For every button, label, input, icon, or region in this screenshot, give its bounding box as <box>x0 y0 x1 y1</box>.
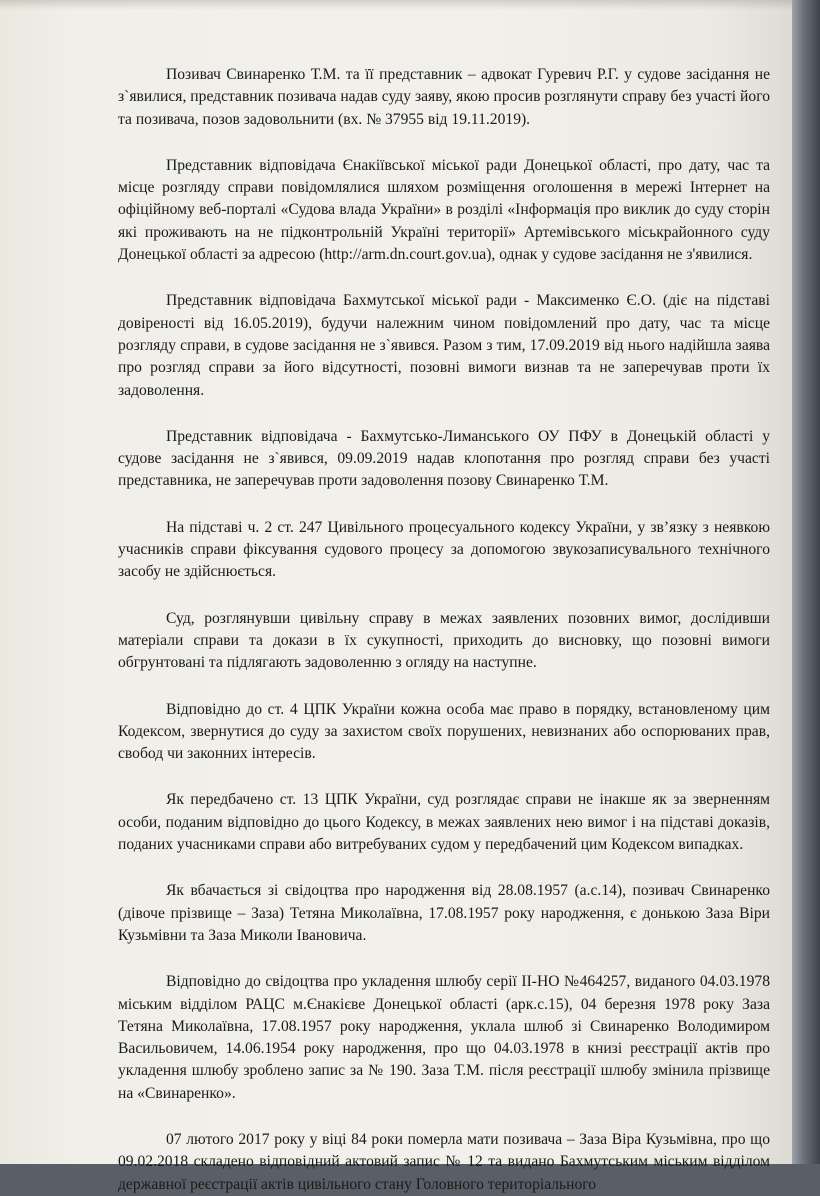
paragraph-mother-death: 07 лютого 2017 року у віці 84 роки померла мати позивача – Заза Віра Кузьмівна, про що 09.02.2018 складено відповідний актовий запис № 12 та видано Бахмутським міським відділом державної реєстрації актів цивільного стану Головного територіального <box>118 1130 770 1193</box>
paragraph-birth-certificate: Як вбачається зі свідоцтва про народження від 28.08.1957 (а.с.14), позивач Свинаренко (дівоче прізвище – Заза) Тетяна Миколаївна, 17.08.1957 року народження, є донькою Заза Віри Кузьмівни та Заза Миколи Івановича. <box>118 882 770 944</box>
paragraph-plaintiff-absence: Позивач Свинаренко Т.М. та її представник – адвокат Гуревич Р.Г. у судове засідання не з`явилися, представник позивача надав суду заяву, якою просив розглянути справу без участі його та позивача, позов задовольнити (вх. № 37955 від 19.11.2019). <box>118 66 770 128</box>
paragraph-pension-fund: Представник відповідача - Бахмутсько-Лиманського ОУ ПФУ в Донецькій області у судове засідання не з`явився, 09.09.2019 надав клопотання про розгляд справи без участі представника, не заперечував проти задоволення позову Свинаренко Т.М. <box>118 427 770 490</box>
paragraph-no-recording: На підставі ч. 2 ст. 247 Цивільного процесуального кодексу України, у зв’язку з неявкою учасників справи фіксування судового процесу за допомогою звукозаписувального технічного засобу не здійснюється. <box>118 518 770 581</box>
paragraph-article-13: Як передбачено ст. 13 ЦПК України, суд розглядає справи не інакше як за зверненням особи, поданим відповідно до цього Кодексу, в межах заявлених нею вимог і на підставі доказів, поданих учасниками справи або витребуваних судом у передбачений цим Кодексом випадках. <box>118 791 770 854</box>
paragraph-yenakiieve-council: Представник відповідача Єнакіївської міської ради Донецької області, про дату, час та місце розгляду справи повідомлялися шляхом розміщення оголошення в мережі Інтернет на офіційному веб-порталі «Судова влада України» в розділі «Інформація про виклик до суду сторін які проживають на не підконтрольній Україні території» Артемівського міськрайонного суду Донецької області за адресою (http://arm.dn.court.gov.ua), однак у судове засідання не з'явилися. <box>118 156 770 264</box>
scanner-edge-strip <box>792 0 820 1164</box>
paragraph-marriage-certificate: Відповідно до свідоцтва про укладення шлюбу серії ІІ-НО №464257, виданого 04.03.1978 міським відділом РАЦС м.Єнакієве Донецької області (арк.с.15), 04 березня 1978 року Заза Тетяна Миколаївна, 17.08.1957 року народження, уклала шлюб зі Свинаренко Володимиром Васильовичем, 14.06.1954 року народження, про що 04.03.1978 в книзі реєстрації актів про укладення шлюбу зроблено запис за № 190. Заза Т.М. після реєстрації шлюбу змінила прізвище на «Свинаренко». <box>118 973 770 1102</box>
paragraph-bakhmut-council: Представник відповідача Бахмутської міської ради - Максименко Є.О. (діє на підставі довіреності від 16.05.2019), будучи належним чином повідомлений про дату, час та місце розгляду справи, в судове засідання не з`явився. Разом з тим, 17.09.2019 від нього надійшла заява про розгляд справи за його відсутності, позовні вимоги визнав та не заперечував проти їх задоволення. <box>118 292 770 399</box>
page-top-shadow <box>0 0 796 10</box>
paragraph-article-4: Відповідно до ст. 4 ЦПК України кожна особа має право в порядку, встановленому цим Кодексом, звернутися до суду за захистом своїх порушених, невизнаних або оспорюваних прав, свобод чи законних інтересів. <box>118 700 770 763</box>
document-body <box>118 64 770 1196</box>
paragraph-court-conclusion: Суд, розглянувши цивільну справу в межах заявлених позовних вимог, дослідивши матеріали справи та докази в їх сукупності, приходить до висновку, що позовні вимоги обгрунтовані та підлягають задоволенню з огляду на наступне. <box>118 609 770 672</box>
